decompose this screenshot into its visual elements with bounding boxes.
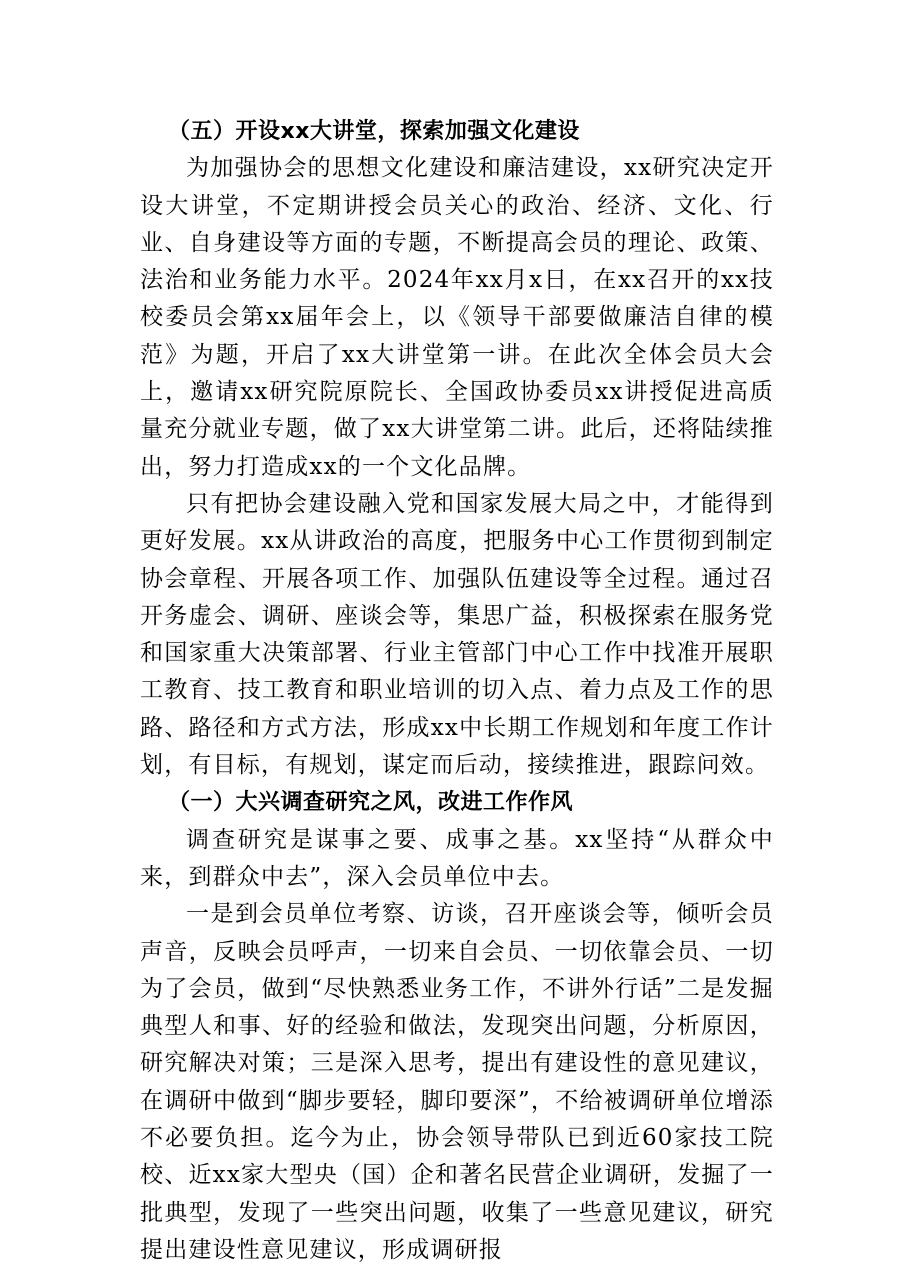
paragraph-research-intro: 调查研究是谋事之要、成事之基。xx坚持“从群众中来，到群众中去”，深入会员单位中去。	[140, 826, 774, 890]
section-heading-1: （一）大兴调查研究之风，改进工作作风	[168, 790, 574, 816]
paragraph-research-details: 一是到会员单位考察、访谈，召开座谈会等，倾听会员声音，反映会员呼声，一切来自会员、一切依靠会员、一切为了会员，做到“尽快熟悉业务工作，不讲外行话”二是发掘典型人和事、好的经验和做法，发现突出问题，分析原因，研究解决对策；三是深入思考，提出有建设性的意见建议，在调研中做到“脚步要轻，脚印要深”，不给被调研单位增添不必要负担。迄今为止，协会领导带队已到近60家技工院校、近xx家大型央（国）企和著名民营企业调研，发掘了一批典型，发现了一些突出问题，收集了一些意见建议，研究提出建设性意见建议，形成调研报	[140, 901, 774, 1263]
document-page	[140, 113, 774, 1269]
paragraph-culture-lecture: 为加强协会的思想文化建设和廉洁建设，xx研究决定开设大讲堂，不定期讲授会员关心的政治、经济、文化、行业、自身建设等方面的专题，不断提高会员的理论、政策、法治和业务能力水平。2024年xx月x日，在xx召开的xx技校委员会第xx届年会上，以《领导干部要做廉洁自律的模范》为题，开启了xx大讲堂第一讲。在此次全体会员大会上，邀请xx研究院原院长、全国政协委员xx讲授促进高质量充分就业专题，做了xx大讲堂第二讲。此后，还将陆续推出，努力打造成xx的一个文化品牌。	[140, 155, 774, 480]
section-heading-5: （五）开设xx大讲堂，探索加强文化建设	[168, 119, 580, 144]
paragraph-association-development: 只有把协会建设融入党和国家发展大局之中，才能得到更好发展。xx从讲政治的高度，把服务中心工作贯彻到制定协会章程、开展各项工作、加强队伍建设等全过程。通过召开务虚会、调研、座谈会等，集思广益，积极探索在服务党和国家重大决策部署、行业主管部门中心工作中找准开展职工教育、技工教育和职业培训的切入点、着力点及工作的思路、路径和方式方法，形成xx中长期工作规划和年度工作计划，有目标，有规划，谋定而后动，接续推进，跟踪问效。	[140, 490, 774, 779]
